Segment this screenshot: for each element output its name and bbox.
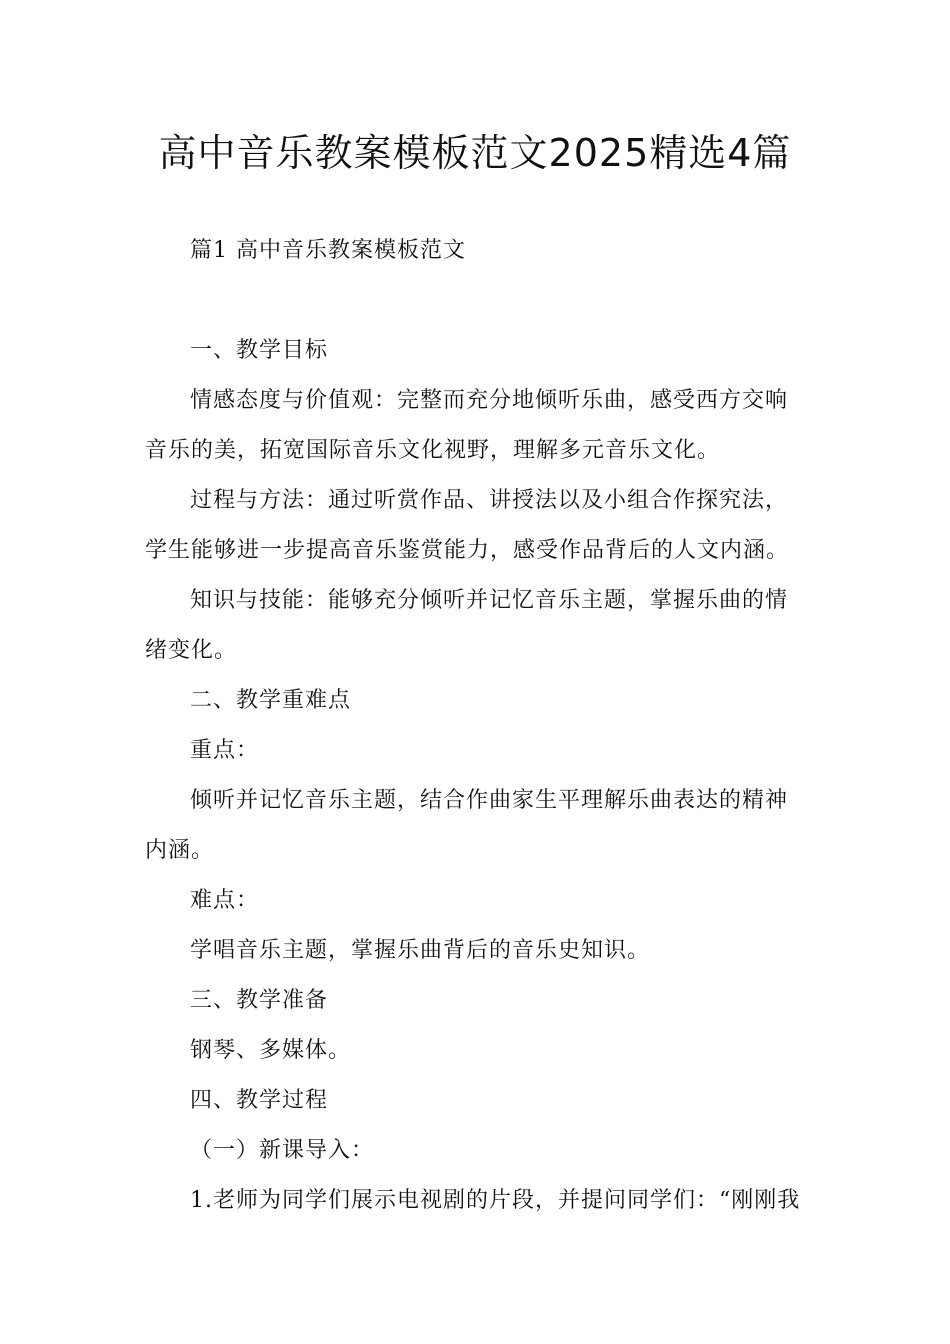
heading-teaching-goals: 一、教学目标	[190, 338, 329, 363]
paragraph-difficult-points: 学唱音乐主题，掌握乐曲背后的音乐史知识。	[190, 938, 651, 963]
document-title: 高中音乐教案模板范文2025精选4篇	[158, 131, 792, 175]
heading-key-difficult-points: 二、教学重难点	[190, 688, 352, 713]
subheading-new-lesson-intro: （一）新课导入：	[190, 1138, 375, 1163]
heading-teaching-preparation: 三、教学准备	[190, 988, 329, 1013]
paragraph-intro-step-1: 1.老师为同学们展示电视剧的片段，并提问同学们：“刚刚我	[190, 1188, 801, 1213]
paragraph-preparation: 钢琴、多媒体。	[190, 1038, 352, 1063]
paragraph-key-points: 倾听并记忆音乐主题，结合作曲家生平理解乐曲表达的精神内涵。	[145, 788, 789, 863]
label-key-points: 重点：	[190, 738, 260, 763]
section-heading: 篇1 高中音乐教案模板范文	[190, 238, 466, 263]
document-body	[145, 326, 810, 1226]
paragraph-process-methods: 过程与方法：通过听赏作品、讲授法以及小组合作探究法，学生能够进一步提高音乐鉴赏能力，感受作品背后的人文内涵。	[145, 488, 790, 563]
paragraph-emotion-values: 情感态度与价值观：完整而充分地倾听乐曲，感受西方交响音乐的美，拓宽国际音乐文化视野，理解多元音乐文化。	[145, 388, 789, 463]
heading-teaching-process: 四、教学过程	[190, 1088, 329, 1113]
label-difficult-points: 难点：	[190, 888, 260, 913]
paragraph-knowledge-skills: 知识与技能：能够充分倾听并记忆音乐主题，掌握乐曲的情绪变化。	[145, 588, 789, 663]
